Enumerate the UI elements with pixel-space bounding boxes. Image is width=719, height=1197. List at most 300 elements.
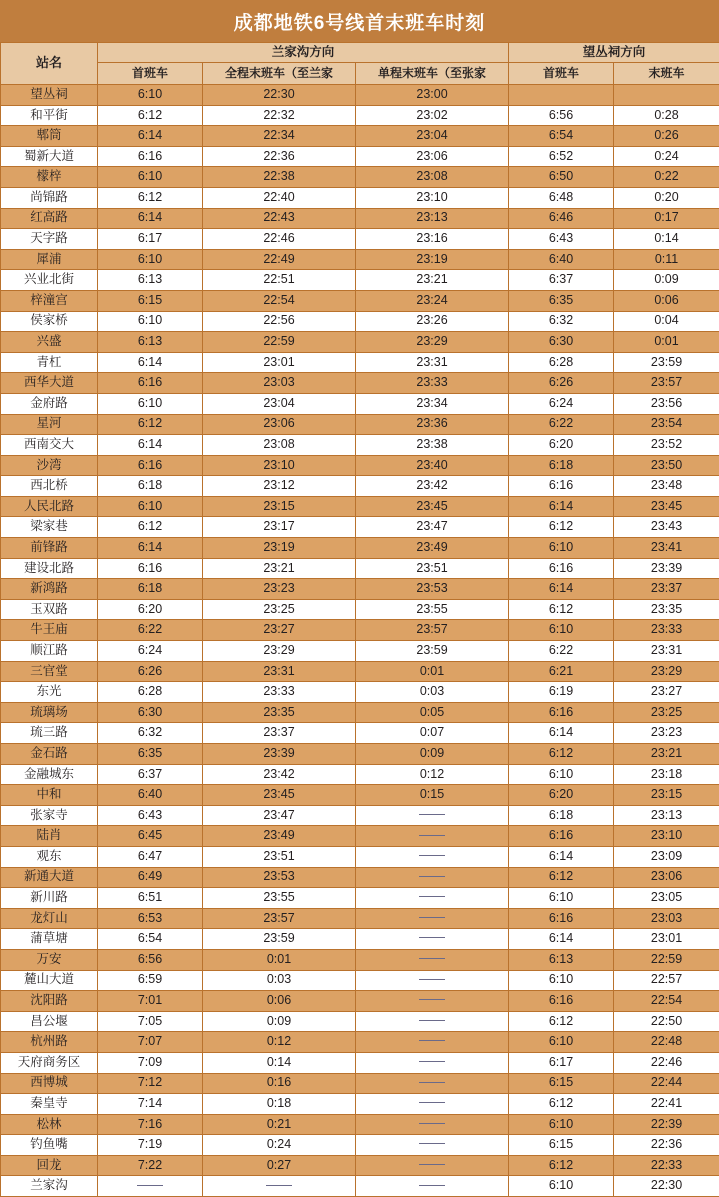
cell-station-name: 松林 <box>1 1114 98 1135</box>
column-header-first-train-right: 首班车 <box>509 63 614 85</box>
cell-first-train-left: 6:12 <box>98 517 203 538</box>
cell-partial-last-train: 23:38 <box>356 435 509 456</box>
cell-full-last-train <box>203 1176 356 1197</box>
cell-partial-last-train: 0:12 <box>356 764 509 785</box>
cell-station-name: 新鸿路 <box>1 579 98 600</box>
no-service-dash <box>419 1040 445 1041</box>
cell-full-last-train: 23:12 <box>203 476 356 497</box>
cell-last-train-right: 23:23 <box>614 723 719 744</box>
cell-first-train-right: 6:22 <box>509 641 614 662</box>
cell-partial-last-train <box>356 1114 509 1135</box>
cell-station-name: 昌公堰 <box>1 1011 98 1032</box>
table-row <box>1 805 719 826</box>
cell-last-train-right: 23:57 <box>614 373 719 394</box>
cell-station-name: 回龙 <box>1 1155 98 1176</box>
cell-partial-last-train <box>356 846 509 867</box>
table-row <box>1 270 719 291</box>
cell-station-name: 建设北路 <box>1 558 98 579</box>
cell-partial-last-train <box>356 1011 509 1032</box>
cell-partial-last-train: 23:49 <box>356 538 509 559</box>
cell-full-last-train: 23:23 <box>203 579 356 600</box>
cell-first-train-right: 6:18 <box>509 455 614 476</box>
cell-last-train-right: 23:18 <box>614 764 719 785</box>
cell-first-train-left: 6:12 <box>98 105 203 126</box>
cell-last-train-right: 22:33 <box>614 1155 719 1176</box>
cell-partial-last-train: 23:45 <box>356 496 509 517</box>
cell-first-train-left: 6:16 <box>98 146 203 167</box>
cell-station-name: 金府路 <box>1 393 98 414</box>
column-header-first-train-left: 首班车 <box>98 63 203 85</box>
cell-partial-last-train: 23:40 <box>356 455 509 476</box>
cell-first-train-left: 6:14 <box>98 208 203 229</box>
cell-full-last-train: 23:04 <box>203 393 356 414</box>
table-row <box>1 764 719 785</box>
cell-station-name: 金融城东 <box>1 764 98 785</box>
cell-last-train-right: 0:09 <box>614 270 719 291</box>
table-row <box>1 826 719 847</box>
table-row <box>1 723 719 744</box>
cell-full-last-train: 22:30 <box>203 85 356 106</box>
cell-first-train-left: 6:45 <box>98 826 203 847</box>
cell-station-name: 红高路 <box>1 208 98 229</box>
column-group-lanjiagou: 兰家沟方向 <box>98 43 509 63</box>
cell-station-name: 西博城 <box>1 1073 98 1094</box>
no-service-dash <box>419 958 445 959</box>
table-row <box>1 991 719 1012</box>
table-row <box>1 1094 719 1115</box>
no-service-dash <box>419 1164 445 1165</box>
cell-full-last-train: 23:49 <box>203 826 356 847</box>
cell-first-train-left: 6:26 <box>98 661 203 682</box>
cell-first-train-right: 6:14 <box>509 846 614 867</box>
cell-station-name: 牛王庙 <box>1 620 98 641</box>
cell-first-train-right: 6:16 <box>509 908 614 929</box>
cell-full-last-train: 23:29 <box>203 641 356 662</box>
cell-station-name: 兴盛 <box>1 332 98 353</box>
cell-last-train-right: 0:24 <box>614 146 719 167</box>
table-row <box>1 908 719 929</box>
cell-partial-last-train <box>356 1135 509 1156</box>
cell-first-train-right: 6:12 <box>509 744 614 765</box>
cell-full-last-train: 0:27 <box>203 1155 356 1176</box>
table-row <box>1 702 719 723</box>
cell-first-train-right: 6:17 <box>509 1052 614 1073</box>
cell-last-train-right: 23:48 <box>614 476 719 497</box>
cell-last-train-right: 22:41 <box>614 1094 719 1115</box>
cell-first-train-left: 6:35 <box>98 744 203 765</box>
cell-partial-last-train: 23:00 <box>356 85 509 106</box>
table-row <box>1 414 719 435</box>
cell-last-train-right: 23:27 <box>614 682 719 703</box>
cell-full-last-train: 23:51 <box>203 846 356 867</box>
cell-last-train-right: 23:10 <box>614 826 719 847</box>
cell-partial-last-train: 23:02 <box>356 105 509 126</box>
cell-first-train-left: 7:14 <box>98 1094 203 1115</box>
column-header-partial-last-train: 单程末班车（至张家 <box>356 63 509 85</box>
cell-first-train-left: 7:09 <box>98 1052 203 1073</box>
table-row <box>1 311 719 332</box>
cell-partial-last-train <box>356 1155 509 1176</box>
cell-first-train-right: 6:32 <box>509 311 614 332</box>
cell-station-name: 天字路 <box>1 229 98 250</box>
cell-full-last-train: 23:08 <box>203 435 356 456</box>
cell-first-train-left: 7:12 <box>98 1073 203 1094</box>
cell-partial-last-train: 23:19 <box>356 249 509 270</box>
cell-partial-last-train <box>356 1176 509 1197</box>
cell-full-last-train: 0:14 <box>203 1052 356 1073</box>
cell-station-name: 望丛祠 <box>1 85 98 106</box>
cell-first-train-right: 6:46 <box>509 208 614 229</box>
cell-first-train-left: 6:18 <box>98 579 203 600</box>
cell-first-train-left: 6:10 <box>98 311 203 332</box>
cell-first-train-left: 6:43 <box>98 805 203 826</box>
cell-first-train-right: 6:14 <box>509 929 614 950</box>
cell-first-train-left: 7:19 <box>98 1135 203 1156</box>
cell-station-name: 杭州路 <box>1 1032 98 1053</box>
cell-first-train-right: 6:15 <box>509 1073 614 1094</box>
cell-last-train-right: 23:59 <box>614 352 719 373</box>
no-service-dash <box>419 1102 445 1103</box>
cell-full-last-train: 22:32 <box>203 105 356 126</box>
cell-first-train-left: 7:22 <box>98 1155 203 1176</box>
cell-full-last-train: 23:37 <box>203 723 356 744</box>
table-row <box>1 579 719 600</box>
cell-full-last-train: 0:21 <box>203 1114 356 1135</box>
cell-first-train-right: 6:10 <box>509 764 614 785</box>
table-row <box>1 146 719 167</box>
no-service-dash <box>266 1185 292 1186</box>
cell-last-train-right: 23:05 <box>614 888 719 909</box>
cell-last-train-right: 23:31 <box>614 641 719 662</box>
cell-partial-last-train: 0:09 <box>356 744 509 765</box>
no-service-dash <box>419 999 445 1000</box>
cell-full-last-train: 23:15 <box>203 496 356 517</box>
no-service-dash <box>419 1020 445 1021</box>
cell-first-train-right: 6:35 <box>509 290 614 311</box>
table-row <box>1 1135 719 1156</box>
cell-partial-last-train: 23:04 <box>356 126 509 147</box>
cell-last-train-right: 23:50 <box>614 455 719 476</box>
table-row <box>1 1011 719 1032</box>
cell-last-train-right: 22:30 <box>614 1176 719 1197</box>
cell-last-train-right: 23:35 <box>614 599 719 620</box>
cell-station-name: 西华大道 <box>1 373 98 394</box>
cell-first-train-left: 6:28 <box>98 682 203 703</box>
cell-full-last-train: 0:06 <box>203 991 356 1012</box>
cell-first-train-right: 6:18 <box>509 805 614 826</box>
page-title: 成都地铁6号线首末班车时刻 <box>234 8 486 35</box>
no-service-dash <box>419 979 445 980</box>
table-row <box>1 929 719 950</box>
cell-station-name: 东光 <box>1 682 98 703</box>
no-service-dash <box>419 1185 445 1186</box>
no-service-dash <box>419 1143 445 1144</box>
table-row <box>1 599 719 620</box>
cell-last-train-right: 23:33 <box>614 620 719 641</box>
cell-first-train-left: 6:30 <box>98 702 203 723</box>
cell-full-last-train: 0:03 <box>203 970 356 991</box>
cell-partial-last-train: 23:34 <box>356 393 509 414</box>
cell-partial-last-train: 23:53 <box>356 579 509 600</box>
cell-full-last-train: 22:34 <box>203 126 356 147</box>
cell-last-train-right: 0:04 <box>614 311 719 332</box>
table-row <box>1 85 719 106</box>
cell-partial-last-train: 0:15 <box>356 785 509 806</box>
cell-partial-last-train: 23:33 <box>356 373 509 394</box>
table-row <box>1 290 719 311</box>
cell-last-train-right: 22:48 <box>614 1032 719 1053</box>
cell-first-train-left <box>98 1176 203 1197</box>
cell-full-last-train: 23:39 <box>203 744 356 765</box>
table-row <box>1 949 719 970</box>
table-row <box>1 373 719 394</box>
cell-full-last-train: 22:49 <box>203 249 356 270</box>
cell-first-train-right <box>509 85 614 106</box>
cell-first-train-right: 6:52 <box>509 146 614 167</box>
cell-station-name: 梓潼宫 <box>1 290 98 311</box>
cell-first-train-right: 6:14 <box>509 496 614 517</box>
cell-full-last-train: 22:43 <box>203 208 356 229</box>
cell-first-train-right: 6:37 <box>509 270 614 291</box>
cell-full-last-train: 23:42 <box>203 764 356 785</box>
cell-last-train-right: 23:13 <box>614 805 719 826</box>
cell-first-train-left: 6:56 <box>98 949 203 970</box>
cell-full-last-train: 22:46 <box>203 229 356 250</box>
cell-first-train-left: 6:47 <box>98 846 203 867</box>
cell-partial-last-train: 23:10 <box>356 187 509 208</box>
cell-partial-last-train: 23:24 <box>356 290 509 311</box>
cell-last-train-right: 23:06 <box>614 867 719 888</box>
cell-full-last-train: 23:25 <box>203 599 356 620</box>
cell-last-train-right: 23:01 <box>614 929 719 950</box>
cell-first-train-left: 6:17 <box>98 229 203 250</box>
cell-last-train-right: 0:26 <box>614 126 719 147</box>
cell-station-name: 张家寺 <box>1 805 98 826</box>
table-row <box>1 1114 719 1135</box>
cell-full-last-train: 23:57 <box>203 908 356 929</box>
cell-full-last-train: 23:47 <box>203 805 356 826</box>
cell-full-last-train: 22:56 <box>203 311 356 332</box>
cell-last-train-right: 22:57 <box>614 970 719 991</box>
cell-first-train-right: 6:12 <box>509 517 614 538</box>
cell-full-last-train: 23:53 <box>203 867 356 888</box>
table-row <box>1 187 719 208</box>
cell-partial-last-train: 23:16 <box>356 229 509 250</box>
cell-full-last-train: 23:31 <box>203 661 356 682</box>
cell-first-train-right: 6:10 <box>509 888 614 909</box>
cell-partial-last-train <box>356 888 509 909</box>
cell-partial-last-train <box>356 929 509 950</box>
no-service-dash <box>137 1185 163 1186</box>
cell-first-train-left: 6:14 <box>98 538 203 559</box>
cell-first-train-left: 6:12 <box>98 187 203 208</box>
cell-full-last-train: 22:38 <box>203 167 356 188</box>
cell-first-train-right: 6:24 <box>509 393 614 414</box>
table-row <box>1 435 719 456</box>
table-row <box>1 496 719 517</box>
cell-first-train-right: 6:54 <box>509 126 614 147</box>
cell-partial-last-train: 0:05 <box>356 702 509 723</box>
cell-full-last-train: 23:01 <box>203 352 356 373</box>
cell-first-train-left: 6:59 <box>98 970 203 991</box>
cell-partial-last-train <box>356 1073 509 1094</box>
cell-first-train-right: 6:14 <box>509 579 614 600</box>
cell-station-name: 琉璃场 <box>1 702 98 723</box>
column-header-full-last-train: 全程末班车（至兰家 <box>203 63 356 85</box>
cell-last-train-right: 23:37 <box>614 579 719 600</box>
cell-first-train-left: 6:10 <box>98 496 203 517</box>
table-row <box>1 558 719 579</box>
cell-first-train-left: 6:14 <box>98 435 203 456</box>
cell-station-name: 沈阳路 <box>1 991 98 1012</box>
cell-first-train-right: 6:19 <box>509 682 614 703</box>
cell-station-name: 前锋路 <box>1 538 98 559</box>
cell-first-train-right: 6:16 <box>509 702 614 723</box>
cell-partial-last-train: 23:47 <box>356 517 509 538</box>
cell-last-train-right: 23:09 <box>614 846 719 867</box>
table-row <box>1 538 719 559</box>
table-row <box>1 249 719 270</box>
cell-first-train-left: 6:22 <box>98 620 203 641</box>
cell-station-name: 青杠 <box>1 352 98 373</box>
cell-first-train-left: 6:32 <box>98 723 203 744</box>
cell-first-train-right: 6:20 <box>509 435 614 456</box>
cell-partial-last-train: 23:29 <box>356 332 509 353</box>
no-service-dash <box>419 835 445 836</box>
no-service-dash <box>419 937 445 938</box>
cell-first-train-right: 6:12 <box>509 1011 614 1032</box>
header-row-groups <box>1 43 719 63</box>
cell-station-name: 万安 <box>1 949 98 970</box>
cell-station-name: 西北桥 <box>1 476 98 497</box>
cell-first-train-left: 6:49 <box>98 867 203 888</box>
cell-partial-last-train <box>356 970 509 991</box>
cell-first-train-right: 6:50 <box>509 167 614 188</box>
cell-first-train-right: 6:12 <box>509 599 614 620</box>
cell-first-train-left: 6:10 <box>98 85 203 106</box>
cell-first-train-left: 6:13 <box>98 270 203 291</box>
no-service-dash <box>419 896 445 897</box>
cell-full-last-train: 22:40 <box>203 187 356 208</box>
cell-station-name: 梁家巷 <box>1 517 98 538</box>
cell-station-name: 侯家桥 <box>1 311 98 332</box>
cell-full-last-train: 23:35 <box>203 702 356 723</box>
cell-partial-last-train: 0:07 <box>356 723 509 744</box>
cell-partial-last-train: 23:13 <box>356 208 509 229</box>
cell-first-train-left: 6:15 <box>98 290 203 311</box>
column-group-wangcongci: 望丛祠方向 <box>509 43 719 63</box>
cell-station-name: 郫筒 <box>1 126 98 147</box>
cell-last-train-right: 0:06 <box>614 290 719 311</box>
cell-first-train-left: 6:37 <box>98 764 203 785</box>
cell-first-train-right: 6:16 <box>509 558 614 579</box>
cell-first-train-left: 6:10 <box>98 167 203 188</box>
cell-last-train-right: 22:46 <box>614 1052 719 1073</box>
cell-first-train-right: 6:22 <box>509 414 614 435</box>
table-row <box>1 393 719 414</box>
cell-full-last-train: 0:18 <box>203 1094 356 1115</box>
cell-partial-last-train <box>356 1094 509 1115</box>
cell-first-train-right: 6:16 <box>509 826 614 847</box>
cell-partial-last-train: 23:59 <box>356 641 509 662</box>
column-header-last-train-right: 末班车 <box>614 63 719 85</box>
cell-last-train-right: 22:50 <box>614 1011 719 1032</box>
cell-station-name: 新通大道 <box>1 867 98 888</box>
cell-station-name: 中和 <box>1 785 98 806</box>
cell-last-train-right: 23:56 <box>614 393 719 414</box>
cell-full-last-train: 0:12 <box>203 1032 356 1053</box>
cell-last-train-right: 0:28 <box>614 105 719 126</box>
cell-last-train-right: 23:52 <box>614 435 719 456</box>
cell-first-train-right: 6:10 <box>509 538 614 559</box>
cell-first-train-right: 6:10 <box>509 1176 614 1197</box>
cell-first-train-right: 6:12 <box>509 867 614 888</box>
cell-last-train-right: 22:44 <box>614 1073 719 1094</box>
table-row <box>1 682 719 703</box>
cell-last-train-right: 23:39 <box>614 558 719 579</box>
cell-full-last-train: 23:33 <box>203 682 356 703</box>
cell-first-train-right: 6:56 <box>509 105 614 126</box>
cell-full-last-train: 22:59 <box>203 332 356 353</box>
cell-station-name: 新川路 <box>1 888 98 909</box>
cell-station-name: 观东 <box>1 846 98 867</box>
cell-last-train-right: 22:59 <box>614 949 719 970</box>
cell-station-name: 檬梓 <box>1 167 98 188</box>
cell-station-name: 顺江路 <box>1 641 98 662</box>
no-service-dash <box>419 917 445 918</box>
cell-full-last-train: 23:45 <box>203 785 356 806</box>
cell-partial-last-train: 23:36 <box>356 414 509 435</box>
cell-station-name: 陆肖 <box>1 826 98 847</box>
cell-partial-last-train <box>356 826 509 847</box>
cell-first-train-right: 6:12 <box>509 1155 614 1176</box>
table-row <box>1 661 719 682</box>
cell-partial-last-train <box>356 991 509 1012</box>
page-title-bar <box>0 0 719 42</box>
cell-station-name: 人民北路 <box>1 496 98 517</box>
table-row <box>1 641 719 662</box>
cell-partial-last-train: 0:01 <box>356 661 509 682</box>
cell-first-train-left: 7:05 <box>98 1011 203 1032</box>
cell-station-name: 金石路 <box>1 744 98 765</box>
cell-first-train-right: 6:21 <box>509 661 614 682</box>
cell-full-last-train: 22:36 <box>203 146 356 167</box>
timetable-body <box>1 85 719 1197</box>
cell-first-train-left: 6:14 <box>98 126 203 147</box>
table-row <box>1 332 719 353</box>
cell-station-name: 和平街 <box>1 105 98 126</box>
cell-last-train-right: 23:21 <box>614 744 719 765</box>
table-row <box>1 744 719 765</box>
no-service-dash <box>419 814 445 815</box>
cell-first-train-right: 6:40 <box>509 249 614 270</box>
cell-last-train-right: 0:22 <box>614 167 719 188</box>
cell-partial-last-train: 23:26 <box>356 311 509 332</box>
table-row <box>1 352 719 373</box>
cell-full-last-train: 23:06 <box>203 414 356 435</box>
cell-first-train-right: 6:13 <box>509 949 614 970</box>
cell-first-train-left: 6:16 <box>98 373 203 394</box>
cell-full-last-train: 0:16 <box>203 1073 356 1094</box>
cell-last-train-right: 23:29 <box>614 661 719 682</box>
cell-first-train-left: 6:18 <box>98 476 203 497</box>
table-row <box>1 517 719 538</box>
cell-last-train-right: 22:54 <box>614 991 719 1012</box>
cell-last-train-right: 0:11 <box>614 249 719 270</box>
cell-first-train-right: 6:14 <box>509 723 614 744</box>
column-header-station: 站名 <box>1 43 98 85</box>
cell-station-name: 兰家沟 <box>1 1176 98 1197</box>
